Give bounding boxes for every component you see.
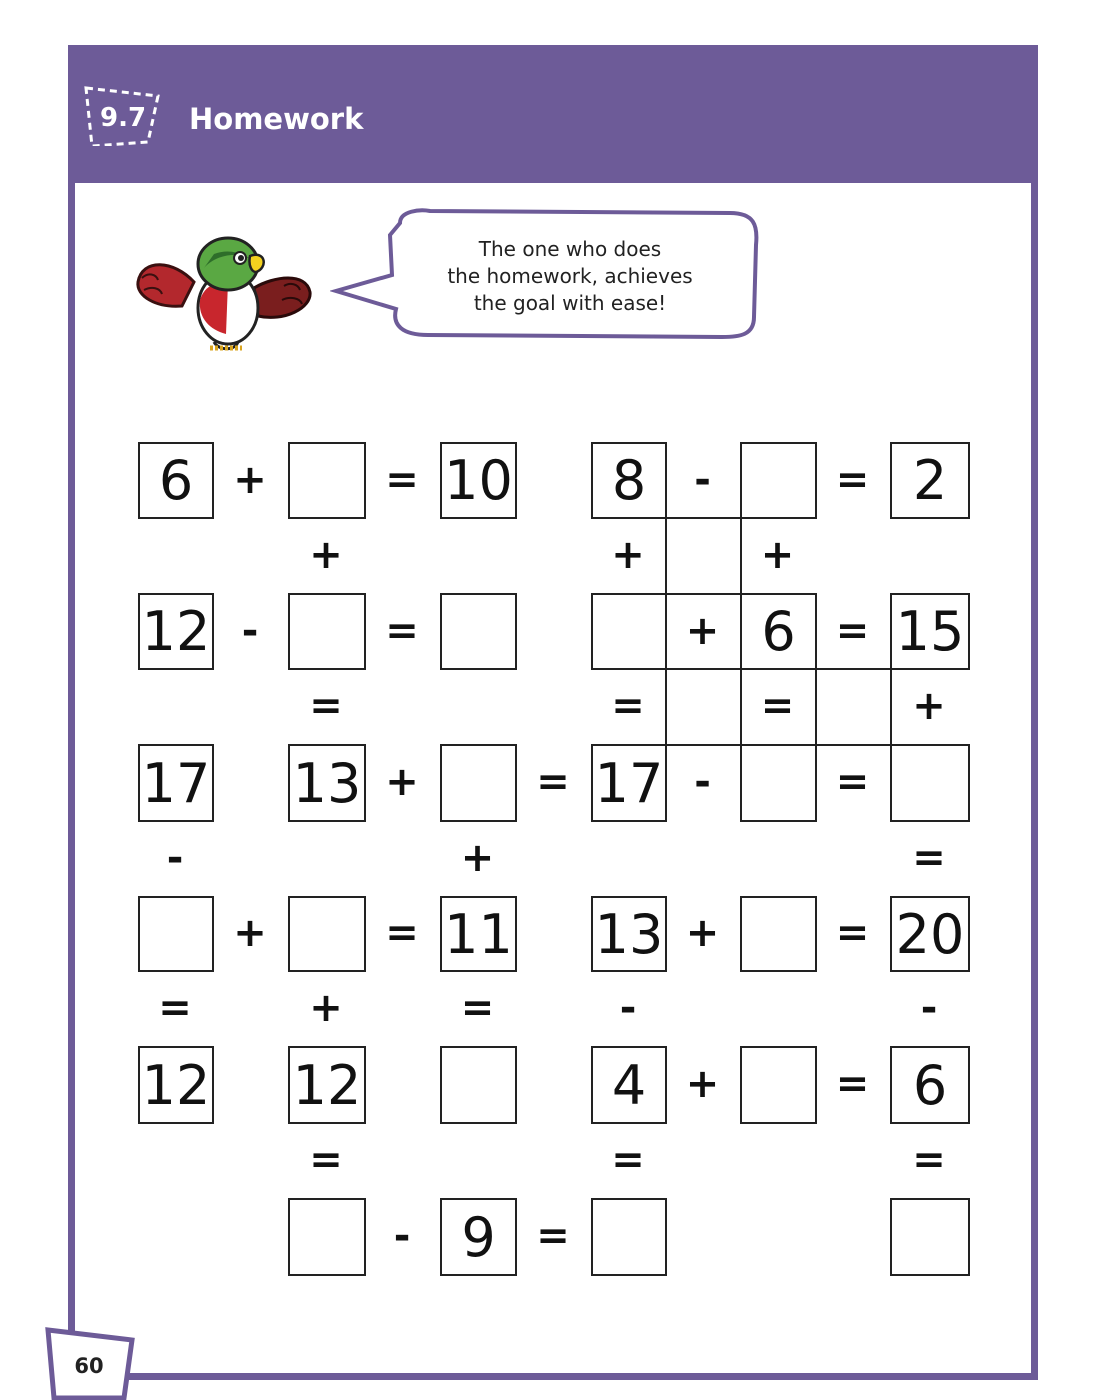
answer-box[interactable] — [591, 593, 667, 670]
number-cell: 4 — [591, 1046, 667, 1124]
operator-cell: + — [611, 532, 645, 578]
operator-cell: + — [309, 985, 343, 1031]
number-cell: 17 — [138, 744, 214, 822]
operator-cell: - — [619, 985, 637, 1031]
operator-cell: = — [385, 456, 419, 503]
operator-cell: + — [760, 532, 795, 578]
number-cell: 6 — [138, 442, 214, 519]
number-cell: 9 — [440, 1198, 517, 1276]
number-cell: 13 — [288, 744, 366, 822]
operator-cell: = — [385, 607, 419, 654]
operator-cell: + — [685, 1061, 720, 1107]
operator-cell: = — [611, 1137, 645, 1183]
number-cell: 12 — [138, 593, 214, 670]
answer-box[interactable] — [815, 668, 892, 746]
operator-cell: + — [233, 910, 267, 956]
number-cell: 15 — [890, 593, 970, 670]
number-cell: 11 — [440, 896, 517, 972]
operator-cell: = — [309, 1137, 343, 1183]
answer-box[interactable] — [440, 593, 517, 670]
operator-cell: = — [912, 1137, 946, 1183]
operator-cell: = — [309, 683, 343, 729]
operator-cell: = — [835, 910, 870, 956]
answer-box[interactable] — [740, 1046, 817, 1124]
answer-box[interactable] — [740, 442, 817, 519]
section-number: 9.7 — [100, 103, 147, 133]
page-number: 60 — [74, 1354, 104, 1378]
answer-box[interactable] — [288, 442, 366, 519]
number-cell: 8 — [591, 442, 667, 519]
number-cell: 12 — [288, 1046, 366, 1124]
number-cell: 12 — [138, 1046, 214, 1124]
operator-cell: + — [460, 835, 495, 881]
operator-cell: + — [233, 456, 267, 503]
number-cell: 10 — [440, 442, 517, 519]
speech-line-1: The one who does — [478, 237, 662, 261]
speech-line-3: the goal with ease! — [473, 291, 667, 315]
operator-cell: + — [685, 910, 720, 956]
page-title: Homework — [189, 102, 364, 136]
answer-box[interactable] — [740, 896, 817, 972]
answer-box[interactable] — [440, 744, 517, 822]
answer-box[interactable] — [591, 1198, 667, 1276]
answer-box[interactable] — [740, 744, 817, 822]
operator-cell: = — [536, 759, 570, 805]
operator-cell: = — [835, 607, 870, 654]
operator-cell: = — [835, 1061, 870, 1107]
operator-cell: - — [241, 607, 259, 654]
number-cell: 20 — [890, 896, 970, 972]
answer-box[interactable] — [890, 744, 970, 822]
operator-cell: - — [393, 1213, 411, 1259]
answer-box[interactable] — [890, 1198, 970, 1276]
operator-cell: - — [694, 456, 711, 503]
operator-cell: - — [166, 835, 184, 881]
operator-cell: = — [835, 456, 870, 503]
number-cell: 6 — [890, 1046, 970, 1124]
answer-box[interactable] — [665, 517, 742, 595]
answer-box[interactable] — [138, 896, 214, 972]
operator-cell: + — [385, 759, 419, 805]
operator-cell: + — [912, 683, 946, 729]
operator-cell: = — [912, 835, 946, 881]
operator-cell: = — [460, 985, 495, 1031]
operator-cell: = — [611, 683, 645, 729]
number-cell: 13 — [591, 896, 667, 972]
operator-cell: = — [760, 683, 795, 729]
speech-line-2: the homework, achieves — [447, 264, 693, 288]
operator-cell: + — [685, 607, 720, 654]
operator-cell: + — [309, 532, 343, 578]
number-cell: 2 — [890, 442, 970, 519]
operator-cell: - — [694, 759, 711, 805]
operator-cell: = — [835, 759, 870, 805]
number-cell: 6 — [740, 593, 817, 670]
operator-cell: = — [385, 910, 419, 956]
answer-box[interactable] — [665, 668, 742, 746]
answer-box[interactable] — [288, 1198, 366, 1276]
answer-box[interactable] — [288, 896, 366, 972]
operator-cell: = — [158, 985, 192, 1031]
answer-box[interactable] — [288, 593, 366, 670]
operator-cell: = — [536, 1213, 570, 1259]
operator-cell: - — [920, 985, 938, 1031]
number-cell: 17 — [591, 744, 667, 822]
answer-box[interactable] — [440, 1046, 517, 1124]
